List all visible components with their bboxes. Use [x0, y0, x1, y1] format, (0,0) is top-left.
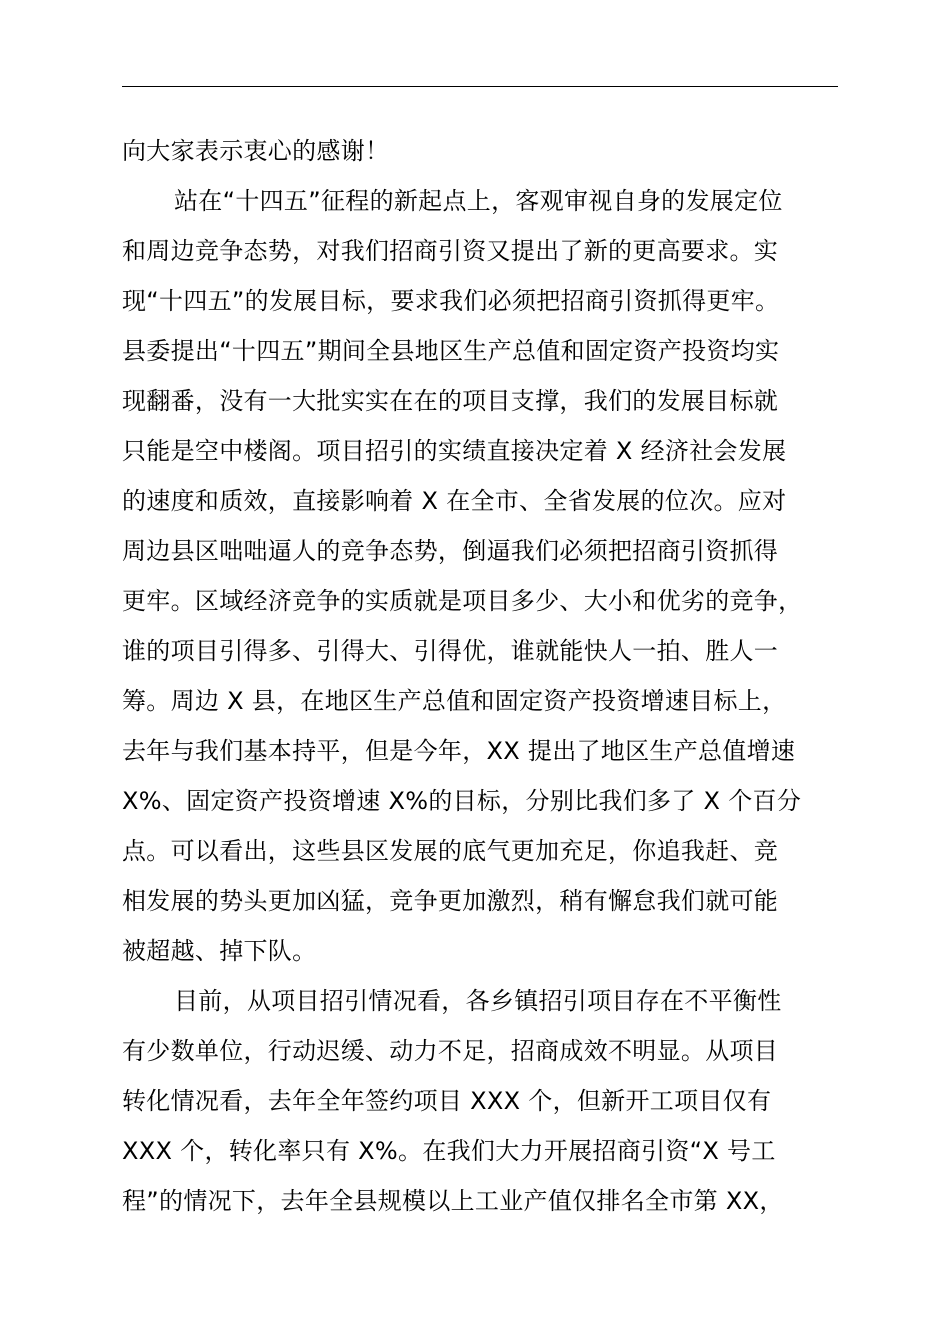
text-line: 更牢。区域经济竞争的实质就是项目多少、大小和优劣的竞争， [122, 587, 803, 615]
text-line: 现“十四五”的发展目标，要求我们必须把招商引资抓得更牢。 [122, 287, 780, 315]
text-line: 筹。周边 X 县，在地区生产总值和固定资产投资增速目标上， [122, 687, 787, 715]
text-line: 县委提出“十四五”期间全县地区生产总值和固定资产投资均实 [122, 337, 780, 365]
text-line: 有少数单位，行动迟缓、动力不足，招商成效不明显。从项目 [122, 1037, 779, 1065]
text-line: 被超越、掉下队。 [122, 937, 317, 965]
text-line: 点。可以看出，这些县区发展的底气更加充足，你追我赶、竞 [122, 837, 779, 865]
text-line: 向大家表示衷心的感谢！ [122, 137, 390, 165]
text-line: XXX 个，转化率只有 X%。在我们大力开展招商引资“X 号工 [122, 1137, 776, 1165]
header-divider [122, 86, 838, 87]
text-line: 谁的项目引得多、引得大、引得优，谁就能快人一拍、胜人一 [122, 637, 779, 665]
paragraph-first-line: 站在“十四五”征程的新起点上，客观审视自身的发展定位 [174, 187, 783, 215]
text-line: 现翻番，没有一大批实实在在的项目支撑，我们的发展目标就 [122, 387, 779, 415]
text-line: 的速度和质效，直接影响着 X 在全市、全省发展的位次。应对 [122, 487, 787, 515]
text-line: 程”的情况下，去年全县规模以上工业产值仅排名全市第 XX， [122, 1187, 784, 1215]
text-line: X%、固定资产投资增速 X%的目标，分别比我们多了 X 个百分 [122, 787, 802, 815]
text-line: 相发展的势头更加凶猛，竞争更加激烈，稍有懈怠我们就可能 [122, 887, 779, 915]
text-line: 和周边竞争态势，对我们招商引资又提出了新的更高要求。实 [122, 237, 779, 265]
text-line: 周边县区咄咄逼人的竞争态势，倒逼我们必须把招商引资抓得 [122, 537, 779, 565]
text-line: 只能是空中楼阁。项目招引的实绩直接决定着 X 经济社会发展 [122, 437, 787, 465]
text-line: 去年与我们基本持平，但是今年，XX 提出了地区生产总值增速 [122, 737, 796, 765]
text-line: 转化情况看，去年全年签约项目 XXX 个，但新开工项目仅有 [122, 1087, 772, 1115]
paragraph-first-line: 目前，从项目招引情况看，各乡镇招引项目存在不平衡性 [174, 987, 782, 1015]
